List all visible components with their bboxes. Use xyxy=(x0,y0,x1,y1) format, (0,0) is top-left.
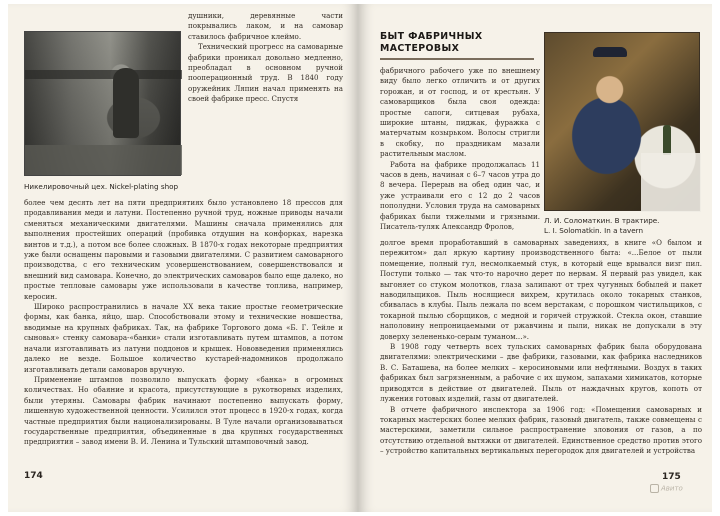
paragraph: Работа на фабрике продолжалась 11 часов в день, начиная с 6–7 часов утра до 8 вечера. Перерыв на обед один час, и уже устраивали его с 12 до 2 часов пополудни. Условия труда на самоварных фабриках были тяжелыми и грязными. Писатель-туляк Александр Фролов, xyxy=(380,159,540,232)
book-spread xyxy=(8,4,712,512)
page-number-left: 174 xyxy=(24,471,43,481)
paragraph: фабричного рабочего уже по внешнему виду было легко отличить и от других горожан, и от господ, и от крестьян. У самоварщиков была своя одежда: простые сапоги, ситцевая рубаха, широкие штаны, пиджак, фуражка с матерчатым козырьком. Волосы стригли в скобку, по праздникам мазали растительным маслом. xyxy=(380,66,540,159)
paragraph: душники, деревянные части покрывались лаком, и на самовар ставилось фабричное клеймо. xyxy=(188,11,343,41)
left-page xyxy=(8,4,358,512)
caption-line: Л. И. Соломаткин. В трактире. xyxy=(544,216,660,225)
page-number-right: 175 xyxy=(662,472,681,482)
paragraph: Применение штампов позволило выпускать форму «банка» в огромных количествах. Но обаяние и красота, присутствующие в рукотворных изделиях, были утеряны. Самовары фабрик начинают постепенно выпускать форму, лишенную художественной ценности. Усилился этот процесс в 1920-х годах, когда частные предприятия были национализированы. В Туле начали организовываться государственные предприятия, объединенные в два крупных государственных предприятия – завод имени В. И. Ленина и Тульский штамповочный завод. xyxy=(24,374,343,447)
paragraph: Широко распространились в начале XX века такие простые геометрические формы, как банка, яйцо, шар. Способствовали этому и технические новшества, вводимые на крупных фабриках. Так, на фабрике Торгового дома «Б. Г. Тейле и сыновья» стенку самовара-«банки» стали изготавливать путем штампов, а потом начали изготавливать из латуни поддонов и крышек. Нововведения применялись далеко не везде. Большое количество кустарей-надомников продолжало изготавливать детали самоваров вручную. xyxy=(24,302,343,374)
watermark-text: Авито xyxy=(661,484,683,493)
paragraph: В 1908 году четверть всех тульских самоварных фабрик была оборудована двигателями: электрическими – две фабрики, газовыми, как фабрика наследников В. С. Баташева, на более мелких – керосиновыми или нефтяными. Воздух в таких фабриках был загрязненным, а рабочие с их шумом, запахами химикатов, которые приводятся в действие от двигателей. Пыль от наждачных кругов, копоть от лужения готовых изделий, газы от двигателей. xyxy=(380,342,702,404)
caption-line: L. I. Solomatkin. In a tavern xyxy=(544,226,644,235)
paragraph: В отчете фабричного инспектора за 1906 год: «Помещения самоварных и токарных мастерских более мелких фабрик, газовый двигатель, также совмещены с мастерскими, заметили сильное распространение зловония от газов, а по отсутствию отдельной вытяжки от двигателей. Единственное средство против этого – устройство капитальных вертикальных перегородок для двигателей и устройства xyxy=(380,404,702,456)
watermark xyxy=(650,484,704,504)
left-main-text xyxy=(24,198,343,448)
paragraph: более чем десять лет на пяти предприятиях было установлено 18 прессов для продавливания меди и латуни. Постепенно ручной труд, ножные приводы начали сменяться механическими двигателями. Машины сначала применялись для выполнения простейших операций (пробивка отдушин на конфорках, нарезка винтов и т.д.), а потом все более сложных. В 1870-х годах некоторые предприятия уже были оснащены паровыми и газовыми двигателями. С развитием самоварного производства, с его техническим усовершенствованием, совершенствовался и внешний вид самовара. Конечно, до электрических самоваров было еще далеко, но простые тепловые самовары уже использовали в качестве топлива, например, керосин. xyxy=(24,198,343,301)
heading-line: БЫТ ФАБРИЧНЫХ xyxy=(380,31,483,42)
heading-line: МАСТЕРОВЫХ xyxy=(380,42,460,54)
photo-caption: Никелировочный цех. Nickel-plating shop xyxy=(24,182,179,191)
painting-caption xyxy=(544,216,702,236)
watermark-icon xyxy=(650,484,659,493)
paragraph: Технический прогресс на самоварные фабрики проникал довольно медленно, преобладал в основном ручной пооперационный труд. В 1840 году оружейник Ляпин начал применять на своей фабрике пресс. Спустя xyxy=(188,42,343,104)
nickel-plating-photo xyxy=(24,31,181,176)
heading-divider xyxy=(380,58,534,60)
right-main-text xyxy=(380,238,702,457)
section-heading xyxy=(380,31,540,54)
tavern-painting xyxy=(544,32,700,211)
right-column-text xyxy=(380,66,540,233)
left-top-text xyxy=(188,11,343,105)
right-page xyxy=(358,4,712,512)
paragraph: долгое время проработавший в самоварных заведениях, в книге «О былом и пережитом» дал яркую картину производственного быта: «...Белое от пыли помещение, полный гул, несмолкаемый стук, в который еще врывался визг пил. Поступи только — так что-то нарочно дерет по нервам. Я первый раз увидел, как выгоняет со стуком молотков, глаза залипают от трех чугунных бобылей и пакет наводильщиков. Пыль носящиеся вихрем, крутилась около токарных станков, сбивалась в клубы. Пыль лежала по всем верстакам, с порошком чистильщиков, с токарной пылью сборщиков, с медной и горячей стружкой. Стекла окон, ставшие наполовину непроницаемыми от ржавчины и пыли, никак не допускали в эту доверху зелененько-серым туманом...». xyxy=(380,238,702,341)
